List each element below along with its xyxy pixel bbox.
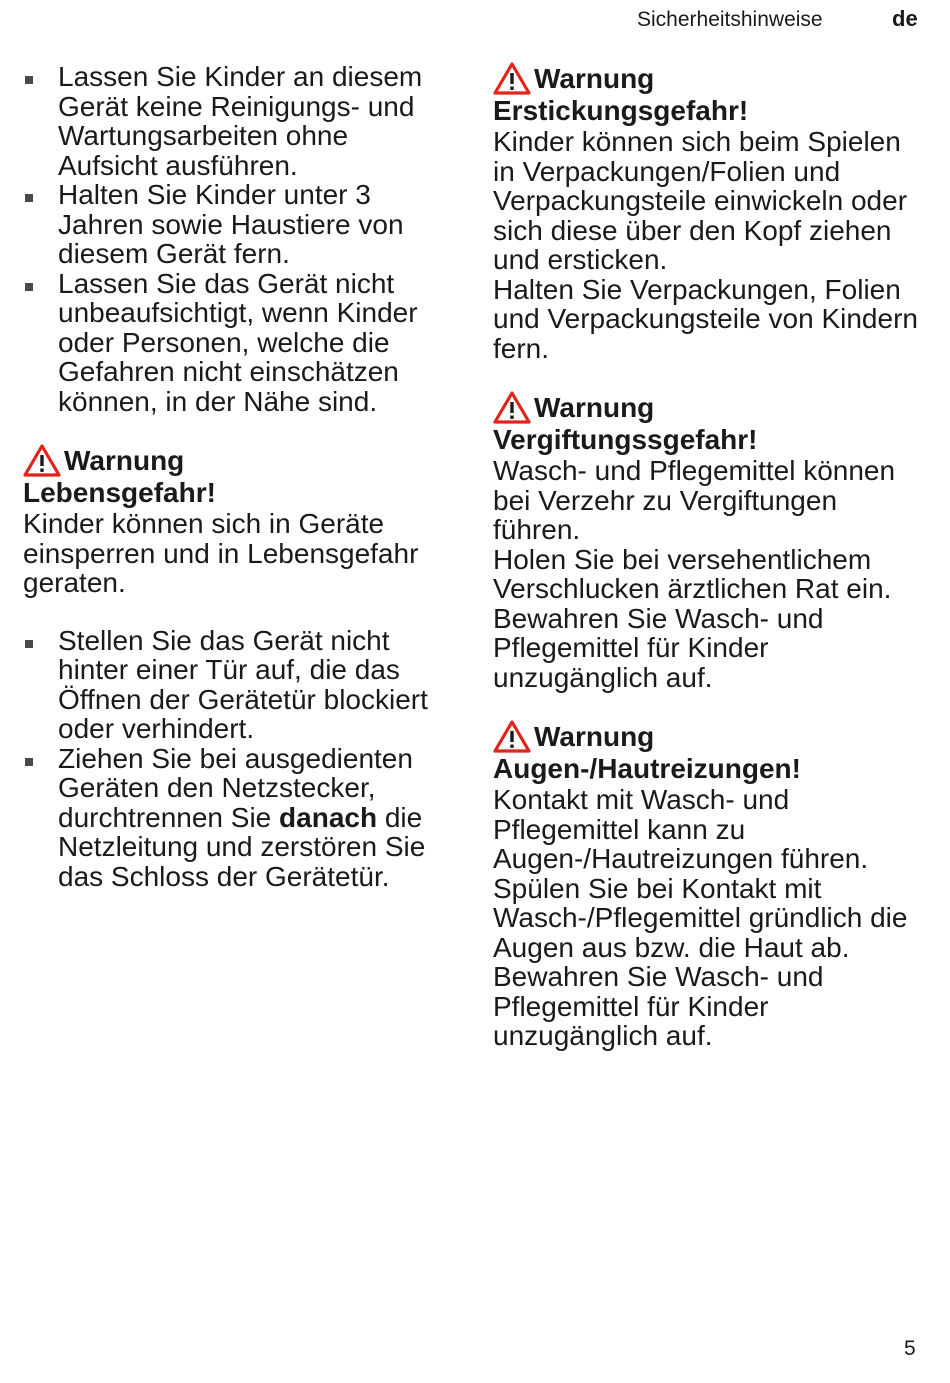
list-item: Ziehen Sie bei ausgedienten Geräten den Netzstecker, durchtrennen Sie danach die Netzleitung und zerstören Sie das Schloss der Gerätetür.	[23, 744, 453, 892]
warning-text: Spülen Sie bei Kontakt mit Wasch-/Pflegemittel gründlich die Augen aus bzw. die Haut ab. Bewahren Sie Wasch- und Pflegemittel für Kinder unzugänglich auf.	[493, 872, 908, 1051]
square-bullet-icon	[25, 758, 33, 766]
warning-block-vergiftungsgefahr	[493, 391, 923, 692]
warning-title: Erstickungsgefahr!	[493, 95, 749, 126]
warning-block-lebensgefahr	[23, 444, 453, 598]
square-bullet-icon	[25, 640, 33, 648]
warning-heading: Warnung	[23, 444, 453, 477]
warning-text: Kinder können sich in Geräte einsperren und in Lebensgefahr geraten.	[23, 508, 419, 598]
list-item: Stellen Sie das Gerät nicht hinter einer Tür auf, die das Öffnen der Gerätetür blockiert oder verhindert.	[23, 626, 453, 744]
list-item: Lassen Sie das Gerät nicht unbeaufsichtigt, wenn Kinder oder Personen, welche die Gefahren nicht einschätzen können, in der Nähe sind.	[23, 269, 453, 417]
header-section-title: Sicherheitshinweise	[637, 8, 823, 31]
safety-list-bottom	[23, 626, 453, 892]
warning-text: Halten Sie Verpackungen, Folien und Verpackungsteile von Kindern fern.	[493, 273, 918, 364]
warning-triangle-icon	[23, 444, 61, 477]
warning-text: Holen Sie bei versehentlichem Verschlucken ärztlichen Rat ein. Bewahren Sie Wasch- und Pflegemittel für Kinder unzugänglich auf.	[493, 543, 892, 693]
warning-text: Wasch- und Pflegemittel können bei Verzehr zu Vergiftungen führen.	[493, 455, 896, 545]
emphasis-text: danach	[279, 801, 378, 833]
warning-triangle-icon	[493, 62, 531, 95]
warning-text: Kontakt mit Wasch- und Pflegemittel kann zu Augen-/Hautreizungen führen.	[493, 784, 869, 874]
warning-title: Vergiftungssgefahr!	[493, 424, 758, 455]
warning-block-erstickungsgefahr	[493, 62, 923, 363]
page-number: 5	[904, 1337, 916, 1360]
warning-heading: Warnung	[493, 391, 923, 424]
left-column	[23, 62, 453, 891]
square-bullet-icon	[25, 194, 33, 202]
list-item: Lassen Sie Kinder an diesem Gerät keine Reinigungs- und Wartungsarbeiten ohne Aufsicht ausführen.	[23, 62, 453, 180]
safety-list-top	[23, 62, 453, 416]
warning-text: Kinder können sich beim Spielen in Verpackungen/Folien und Verpackungsteile einwickeln oder sich diese über den Kopf ziehen und ersticken.	[493, 126, 908, 275]
square-bullet-icon	[25, 76, 33, 84]
right-column	[493, 62, 923, 1051]
warning-heading: Warnung	[493, 62, 923, 95]
square-bullet-icon	[25, 283, 33, 291]
warning-title: Augen-/Hautreizungen!	[493, 753, 801, 784]
warning-title: Lebensgefahr!	[23, 477, 216, 508]
list-item: Halten Sie Kinder unter 3 Jahren sowie Haustiere von diesem Gerät fern.	[23, 180, 453, 269]
warning-triangle-icon	[493, 391, 531, 424]
warning-heading: Warnung	[493, 720, 923, 753]
header-language-code: de	[892, 6, 918, 31]
warning-block-augen-hautreizungen	[493, 720, 923, 1051]
warning-triangle-icon	[493, 720, 531, 753]
